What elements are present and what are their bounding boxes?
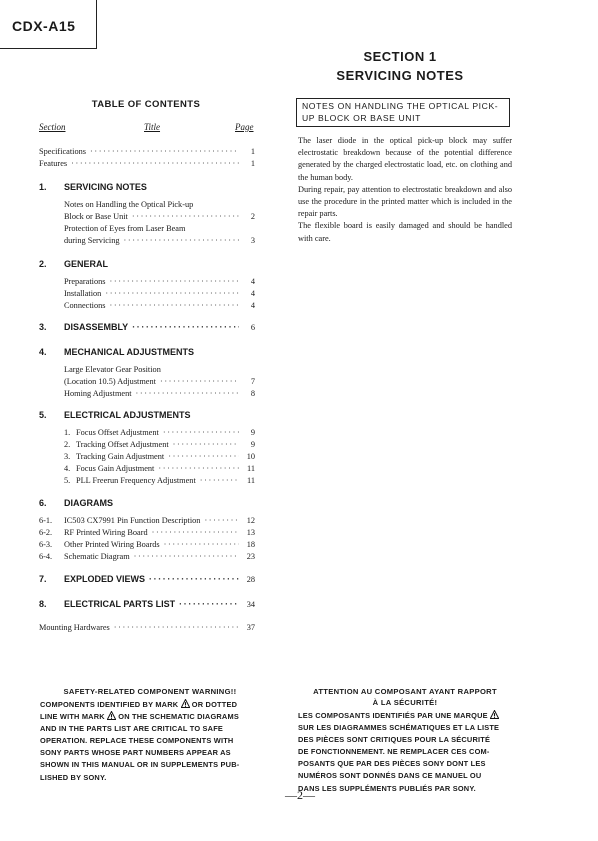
- safety-warning-title: SAFETY-RELATED COMPONENT WARNING!!: [63, 687, 237, 696]
- toc-entry-page: 1: [250, 147, 255, 156]
- notes-paragraph: The laser diode in the optical pick-up block may suffer electrostatic breakdown because of the potential difference generated by the charged electrostatic load, etc. on clothing and the human body.: [298, 136, 512, 182]
- toc-section-heading: 7. EXPLODED VIEWS ····· 28: [39, 573, 255, 586]
- toc-entry: Block or Base Unit ····· 2: [64, 210, 255, 223]
- model-label: CDX-A15: [12, 18, 76, 34]
- toc-entry-text: Notes on Handling the Optical Pick-up: [64, 200, 194, 209]
- toc-section-heading: 4. MECHANICAL ADJUSTMENTS: [39, 347, 195, 357]
- notes-heading: NOTES ON HANDLING THE OPTICAL PICK- UP BLOCK OR BASE UNIT: [302, 101, 499, 123]
- toc-entry: 6-1. IC503 CX7991 Pin Function Description ····· 12: [39, 514, 255, 527]
- toc-section-heading: 6. DIAGRAMS: [39, 498, 113, 508]
- toc-entry: during Servicing ····· 3: [64, 234, 255, 247]
- toc-col-title: Title: [144, 122, 161, 132]
- toc-entry: 1. Focus Offset Adjustment ····· 9: [64, 426, 255, 439]
- toc-section-heading: 2. GENERAL: [39, 259, 109, 269]
- toc-entry: Preparations ····· 4: [64, 275, 255, 288]
- notes-paragraph: During repair, pay attention to electrostatic breakdown and also use the procedure in the printed matter which is included in the repair parts.: [298, 184, 512, 219]
- toc-entry-text: Large Elevator Gear Position: [64, 365, 161, 374]
- toc-section-heading: 8. ELECTRICAL PARTS LIST ····· 34: [39, 598, 255, 611]
- notes-paragraph: The flexible board is easily damaged and should be handled with care.: [298, 221, 512, 243]
- warning-triangle-icon: [107, 711, 116, 720]
- toc-entry: 2. Tracking Offset Adjustment ····· 9: [64, 438, 255, 451]
- toc-entry: (Location 10.5) Adjustment ····· 7: [64, 375, 255, 388]
- warning-triangle-icon: [181, 699, 190, 708]
- section-subtitle: SERVICING NOTES: [336, 68, 464, 83]
- safety-warning-body: COMPONENTS IDENTIFIED BY MARK OR DOTTED LINE WITH MARK ON THE SCHEMATIC DIAGRAMS AND IN THE PARTS LIST ARE CRITICAL TO SAFE OPERATION. REPLACE THESE COMPONENTS WITH SONY PARTS WHOSE PART NUMBERS APPEAR AS SHOWN IN THIS MANUAL OR IN SUPPLEMENTS PUB- LISHED BY SONY.: [40, 700, 240, 782]
- section-title: SECTION 1: [363, 49, 437, 64]
- safety-warning-fr-body: LES COMPOSANTS IDENTIFIÉS PAR UNE MARQUE SUR LES DIAGRAMMES SCHÉMATIQUES ET LA LISTE DES PIÈCES SONT CRITIQUES POUR LA SÉCURITÉ DE FONCTIONNEMENT. NE REMPLACER CES COM- POSANTS QUE PAR DES PIÈCES SONY DONT LES NUMÉROS SONT DONNÉS DANS CE MANUEL OU DANS LES SUPPLÉMENTS PUBLIÉS PAR SONY.: [298, 711, 500, 793]
- toc-entry: [39, 157, 255, 170]
- toc-section-heading: 3. DISASSEMBLY ····· 6: [39, 321, 255, 334]
- toc-entry-label: Features: [39, 159, 68, 168]
- toc-col-page: Page: [235, 122, 254, 132]
- toc-entry: Installation ····· 4: [64, 287, 255, 300]
- notes-body: [298, 135, 512, 245]
- safety-warning-fr-title: ATTENTION AU COMPOSANT AYANT RAPPORT À LA SÉCURITÉ!: [313, 687, 497, 707]
- toc-entry-text: Protection of Eyes from Laser Beam: [64, 224, 186, 233]
- toc-section-heading: 5. ELECTRICAL ADJUSTMENTS: [39, 410, 191, 420]
- toc-entry-page: 1: [250, 159, 255, 168]
- toc-col-section: Section: [39, 122, 66, 132]
- toc-entry: 6-3. Other Printed Wiring Boards ····· 18: [39, 538, 255, 551]
- toc-title: TABLE OF CONTENTS: [91, 99, 201, 110]
- toc-entry: 6-4. Schematic Diagram ····· 23: [39, 550, 255, 563]
- toc-entry: 3. Tracking Gain Adjustment ····· 10: [64, 450, 255, 463]
- toc-entry: Mounting Hardwares ····· 37: [39, 621, 255, 634]
- toc-entry: Homing Adjustment ····· 8: [64, 387, 255, 400]
- warning-triangle-icon: [490, 710, 499, 719]
- toc-entry: 6-2. RF Printed Wiring Board ····· 13: [39, 526, 255, 539]
- toc-entry: 5. PLL Freerun Frequency Adjustment ····· 11: [64, 474, 255, 487]
- page-number: —2—: [285, 788, 315, 802]
- toc-section-heading: 1. SERVICING NOTES: [39, 182, 147, 192]
- toc-entry-label: Specifications: [39, 147, 87, 156]
- toc-entry: 4. Focus Gain Adjustment ····· 11: [64, 462, 255, 475]
- toc-entry: Connections ····· 4: [64, 299, 255, 312]
